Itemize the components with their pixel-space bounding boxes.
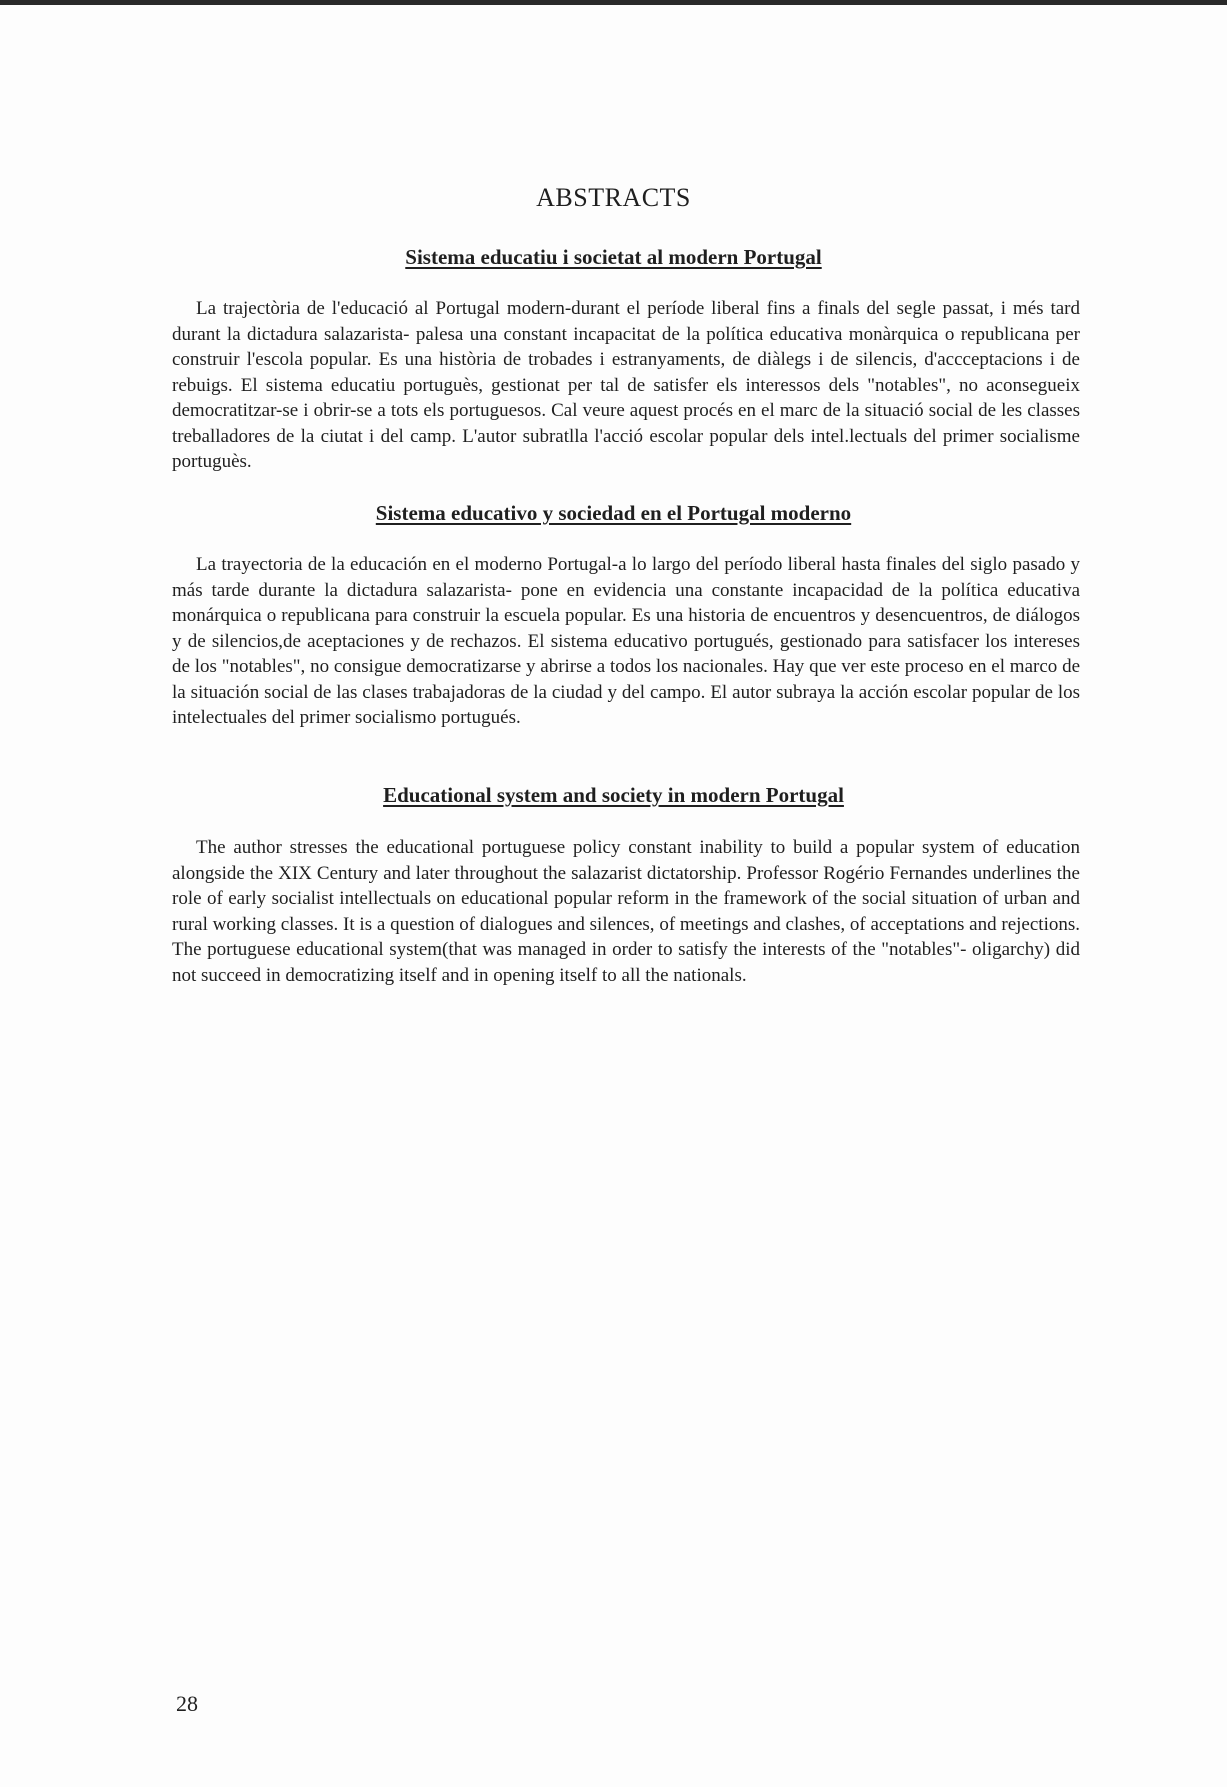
page-number: 28 (176, 1691, 198, 1716)
scan-top-edge (0, 0, 1227, 5)
page-title: ABSTRACTS (536, 183, 691, 212)
heading-spanish: Sistema educativo y sociedad en el Portugal moderno (375, 501, 852, 525)
abstract-english: The author stresses the educational portuguese policy constant inability to build a popular system of education alongside the XIX Century and later throughout the salazarist dictatorship. Professor Rogério Fernandes underlines the role of early socialist intellectuals on educational popular reform in the framework of the social situation of urban and rural working classes. It is a question of dialogues and silences, of meetings and clashes, of acceptations and rejections. The portuguese educational system(that was managed in order to satisfy the interests of the "notables"- oligarchy) did not succeed in democratizing itself and in opening itself to all the nationals. (172, 837, 1080, 986)
heading-english: Educational system and society in modern Portugal (383, 783, 844, 807)
abstract-catalan: La trajectòria de l'educació al Portugal modern-durant el període liberal fins a finals del segle passat, i més tard durant la dictadura salazarista- palesa una constant incapacitat de la política educativa monàrquica o republicana per construir l'escola popular. Es una història de trobades i estranyaments, de diàlegs i de silencis, d'accceptacions i de rebuigs. El sistema educatiu portuguès, gestionat per tal de satisfer els interessos dels "notables", no aconsegueix democratitzar-se i obrir-se a tots els portuguesos. Cal veure aquest procés en el marc de la situació social de les classes treballadores de la ciutat i del camp. L'autor subratlla l'acció escolar popular dels intel.lectuals del primer socialisme portuguès. (172, 298, 1080, 472)
abstract-spanish: La trayectoria de la educación en el moderno Portugal-a lo largo del período liberal hasta finales del siglo pasado y más tarde durante la dictadura salazarista- pone en evidencia una constante incapacidad de la política educativa monárquica o republicana para construir la escuela popular. Es una historia de encuentros y desencuentros, de diálogos y de silencios,de aceptaciones y de rechazos. El sistema educativo portugués, gestionado para satisfacer los intereses de los "notables", no consigue democratizarse y abrirse a todos los nacionales. Hay que ver este proceso en el marco de la situación social de las clases trabajadoras de la ciudad y del campo. El autor subraya la acción escolar popular de los intelectuales del primer socialismo portugués. (172, 554, 1080, 728)
heading-catalan: Sistema educatiu i societat al modern Portugal (405, 245, 822, 269)
